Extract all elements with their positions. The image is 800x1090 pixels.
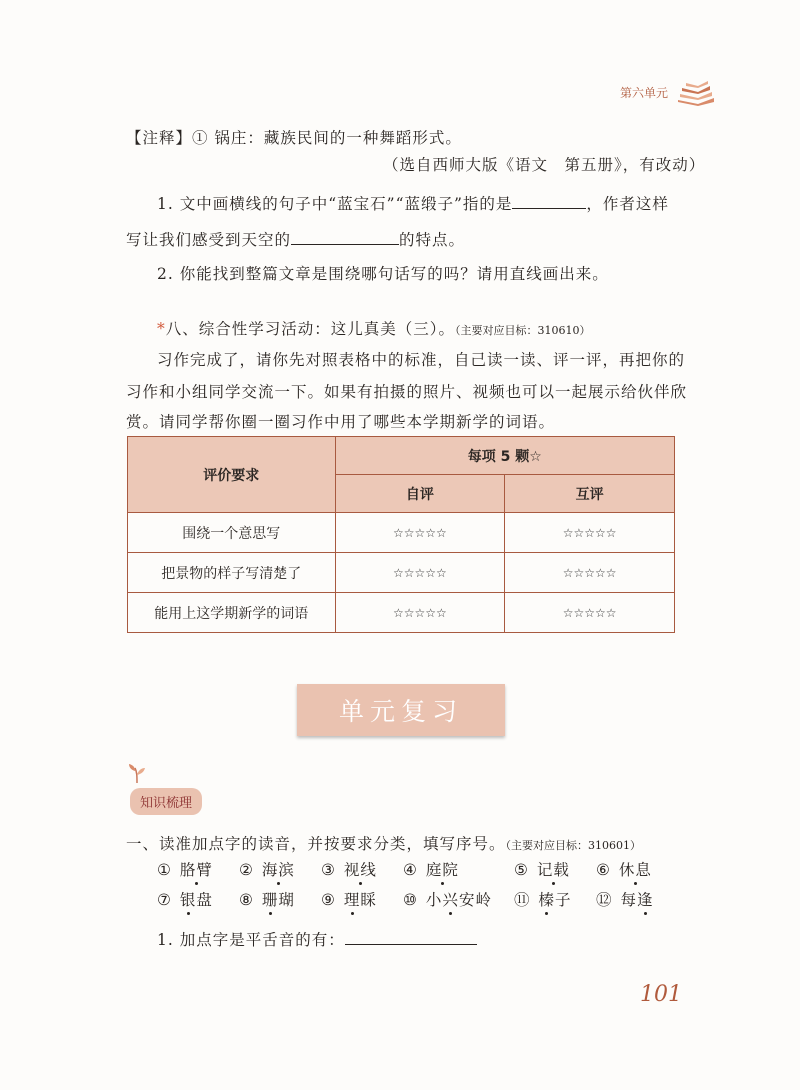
word-char: 载	[553, 861, 570, 879]
word-number: ④	[403, 861, 418, 879]
peer-rating-stars[interactable]: ☆☆☆☆☆	[505, 593, 675, 633]
word-char: 子	[555, 891, 572, 909]
word-char: 视	[343, 861, 361, 879]
section-8-paragraph-3: 赏。请同学帮你圈一圈习作中用了哪些本学期新学的词语。	[126, 413, 556, 431]
section-8-paragraph-1: 习作完成了，请你先对照表格中的标准，自己读一读、评一评，再把你的	[157, 351, 686, 369]
dotted-char: 理	[343, 891, 361, 909]
word-item	[596, 888, 654, 910]
requirement-cell: 围绕一个意思写	[128, 513, 336, 553]
knowledge-summary-badge: 知识梳理	[130, 788, 202, 815]
word-item	[514, 888, 572, 910]
header-self-eval: 自评	[335, 475, 505, 513]
question-1-line-1	[157, 192, 669, 214]
word-char: 安岭	[458, 891, 492, 909]
sprout-icon	[126, 762, 148, 784]
exercise-1-question-1-text: 1. 加点字是平舌音的有：	[157, 931, 345, 949]
note-text: 【注释】① 锅庄：藏族民间的一种舞蹈形式。	[126, 129, 462, 147]
peer-rating-stars[interactable]: ☆☆☆☆☆	[505, 513, 675, 553]
section-8-target: （主要对应目标：310610）	[455, 324, 591, 337]
word-char: 息	[635, 861, 652, 879]
dotted-char: 逢	[637, 891, 654, 909]
answer-blank-3[interactable]	[345, 929, 477, 945]
word-char: 滨	[278, 861, 295, 879]
question-1-line-2	[126, 228, 465, 250]
requirement-cell: 能用上这学期新学的词语	[128, 593, 336, 633]
word-item	[239, 888, 295, 910]
word-number: ⑩	[403, 891, 418, 909]
exercise-1-question-1	[157, 928, 477, 950]
dotted-char: 兴	[442, 891, 459, 909]
word-number: ①	[157, 861, 172, 879]
peer-rating-stars[interactable]: ☆☆☆☆☆	[505, 553, 675, 593]
word-char: 庭	[425, 861, 443, 879]
table-row	[128, 513, 675, 553]
stacked-books-icon	[676, 80, 716, 106]
unit-review-title: 单元复习	[338, 697, 463, 726]
word-number: ⑪	[514, 891, 531, 909]
word-char: 臂	[196, 861, 213, 879]
question-2: 2. 你能找到整篇文章是围绕哪句话写的吗？请用直线画出来。	[157, 265, 609, 283]
requirement-cell: 把景物的样子写清楚了	[128, 553, 336, 593]
word-char: 胳	[179, 861, 197, 879]
question-1-text-c: 写让我们感受到天空的	[126, 231, 292, 249]
answer-blank-2[interactable]	[291, 229, 399, 245]
question-1-text-a: 1. 文中画横线的句子中“蓝宝石”“蓝缎子”指的是	[157, 195, 513, 213]
word-char: 海	[261, 861, 279, 879]
word-number: ③	[321, 861, 336, 879]
word-item	[403, 858, 459, 880]
exercise-1-heading	[126, 832, 641, 854]
word-char: 每	[620, 891, 638, 909]
section-8-title: 八、综合性学习活动：这儿真美（三）。	[165, 320, 456, 338]
word-char: 记	[536, 861, 554, 879]
word-number: ⑧	[239, 891, 254, 909]
word-item	[514, 858, 570, 880]
self-rating-stars[interactable]: ☆☆☆☆☆	[335, 593, 505, 633]
optional-star-mark: *	[157, 320, 166, 338]
note-source: （选自西师大版《语文 第五册》，有改动）	[383, 156, 706, 174]
exercise-1-target: （主要对应目标：310601）	[505, 839, 642, 852]
word-char: 睬	[360, 891, 377, 909]
word-item	[157, 858, 213, 880]
word-number: ⑥	[596, 861, 611, 879]
header-requirement: 评价要求	[128, 437, 336, 513]
header-peer-eval: 互评	[505, 475, 675, 513]
word-item	[596, 858, 652, 880]
dotted-char: 银	[179, 891, 197, 909]
word-char: 线	[360, 861, 377, 879]
word-char: 休	[618, 861, 636, 879]
page-number: 101	[640, 982, 682, 1007]
word-item	[321, 888, 377, 910]
word-number: ⑫	[596, 891, 613, 909]
word-char: 院	[442, 861, 459, 879]
question-1-text-b: ，作者这样	[586, 195, 669, 213]
dotted-char: 榛	[538, 891, 556, 909]
evaluation-table	[127, 436, 675, 633]
self-rating-stars[interactable]: ☆☆☆☆☆	[335, 513, 505, 553]
answer-blank-1[interactable]	[512, 193, 586, 209]
unit-review-banner	[297, 684, 505, 736]
exercise-1-title: 一、读准加点字的读音，并按要求分类，填写序号。	[126, 835, 506, 853]
word-char: 盘	[196, 891, 213, 909]
word-char: 小	[425, 891, 443, 909]
dotted-char: 珊	[261, 891, 279, 909]
word-item	[403, 888, 492, 910]
unit-label: 第六单元	[620, 86, 669, 100]
section-8-paragraph-2: 习作和小组同学交流一下。如果有拍摄的照片、视频也可以一起展示给伙伴欣	[126, 383, 688, 401]
word-item	[321, 858, 377, 880]
word-number: ②	[239, 861, 254, 879]
table-row	[128, 593, 675, 633]
question-1-text-d: 的特点。	[399, 231, 466, 249]
word-item	[157, 888, 213, 910]
word-number: ⑨	[321, 891, 336, 909]
word-number: ⑦	[157, 891, 172, 909]
header-each-item: 每项 5 颗☆	[335, 437, 674, 475]
word-number: ⑤	[514, 861, 529, 879]
word-char: 瑚	[278, 891, 295, 909]
table-row	[128, 553, 675, 593]
self-rating-stars[interactable]: ☆☆☆☆☆	[335, 553, 505, 593]
word-item	[239, 858, 295, 880]
section-8-heading	[157, 317, 591, 339]
